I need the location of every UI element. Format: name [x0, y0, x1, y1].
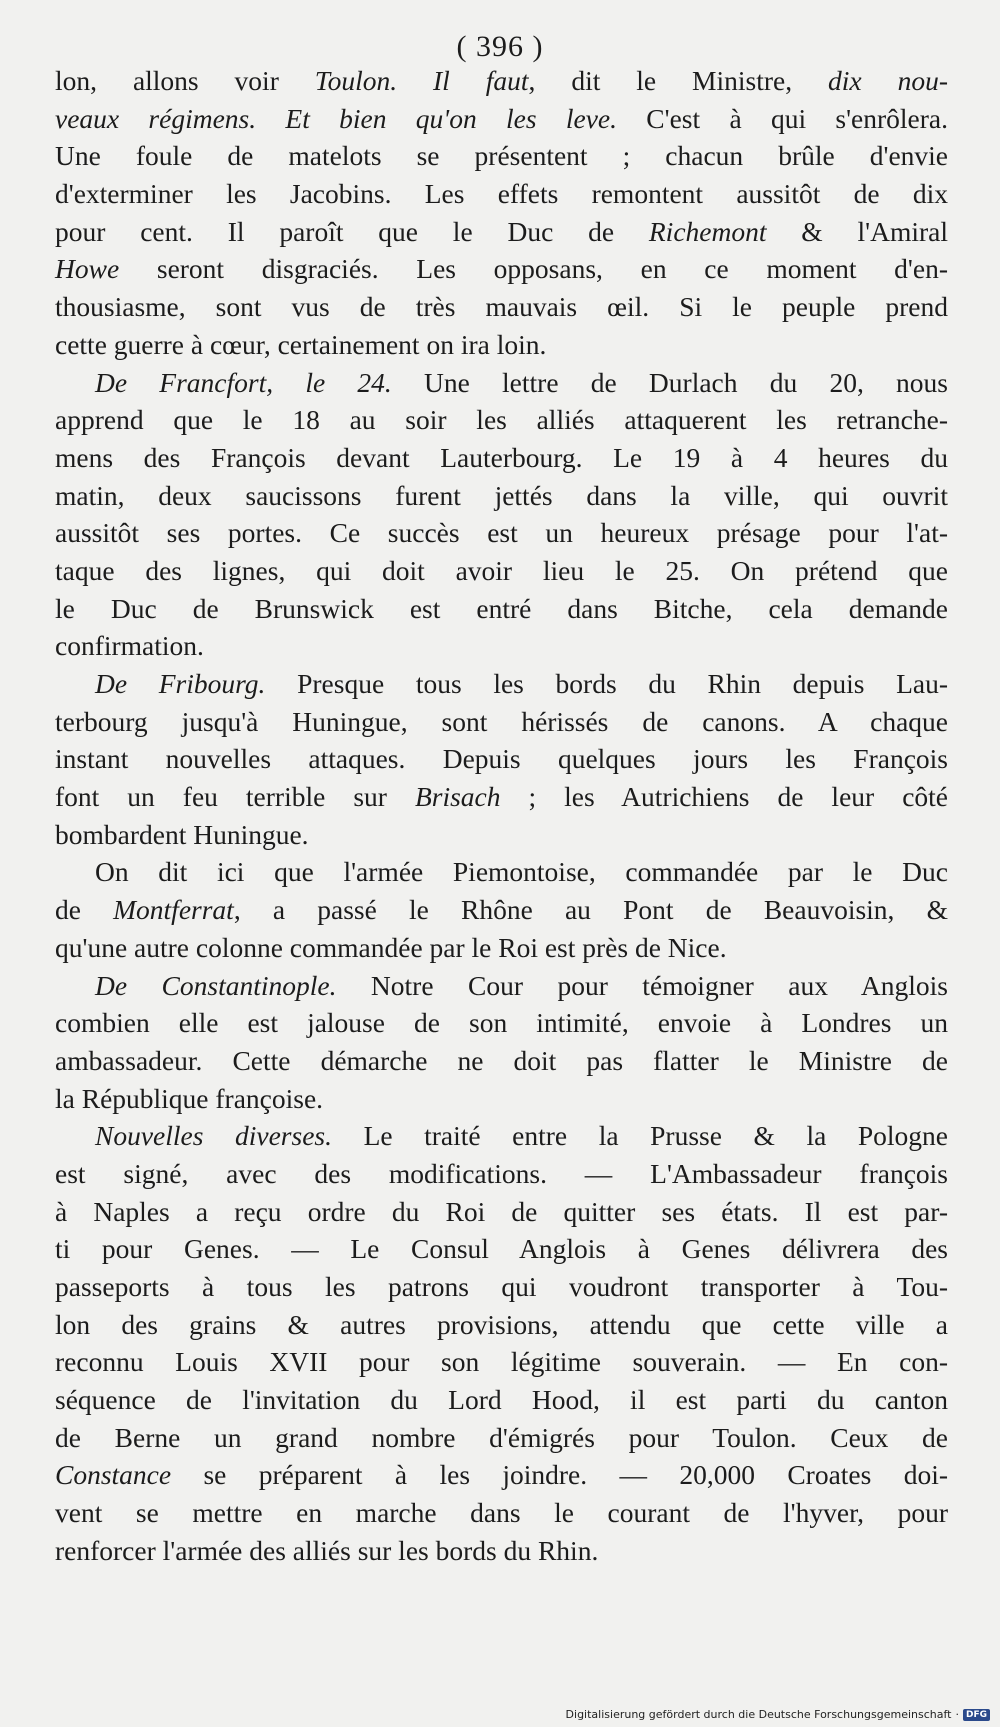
italic-text: Howe	[55, 253, 120, 285]
text-line	[55, 213, 948, 251]
text-line	[55, 853, 948, 891]
italic-text: Richemont	[648, 215, 767, 247]
text-line	[55, 929, 948, 967]
footer-credit: Digitalisierung gefördert durch die Deutsche Forschungsgemeinschaft	[565, 1708, 952, 1721]
text-line	[55, 1419, 948, 1457]
text-line	[55, 590, 948, 628]
text-run: ; les Autrichiens de leur côté	[500, 781, 948, 813]
text-run: reconnu Louis XVII pour son légitime souverain. — En con-	[55, 1346, 948, 1378]
text-line	[55, 288, 948, 326]
text-run: ambassadeur. Cette démarche ne doit pas flatter le Ministre de	[55, 1044, 948, 1076]
text-line	[55, 740, 948, 778]
text-line	[55, 62, 948, 100]
italic-text: Nouvelles diverses.	[95, 1120, 332, 1152]
text-line	[55, 1532, 948, 1570]
text-line	[55, 439, 948, 477]
text-line	[55, 250, 948, 288]
text-run: de Berne un grand nombre d'émigrés pour Toulon. Ceux de	[55, 1421, 948, 1453]
italic-text: De Fribourg.	[95, 668, 266, 699]
text-line	[55, 1456, 948, 1494]
text-run: Une lettre de Durlach du 20, nous	[391, 366, 948, 398]
italic-text: Montferrat	[113, 894, 234, 926]
text-line	[55, 100, 948, 138]
text-run: aussitôt ses portes. Ce succès est un heureux présage pour l'at-	[55, 517, 948, 549]
text-run: mens des François devant Lauterbourg. Le 19 à 4 heures du	[55, 441, 948, 473]
text-line	[55, 1268, 948, 1306]
text-line	[55, 627, 948, 665]
text-run: vent se mettre en marche dans le courant de l'hyver, pour	[55, 1497, 948, 1529]
text-run: à Naples a reçu ordre du Roi de quitter ses états. Il est par-	[55, 1195, 948, 1227]
text-line	[55, 364, 948, 402]
text-line	[55, 1230, 948, 1268]
text-run: thousiasme, sont vus de très mauvais œil. Si le peuple prend	[55, 291, 948, 323]
footer: Digitalisierung gefördert durch die Deutsche Forschungsgemeinschaft · DFG	[566, 1708, 990, 1721]
italic-text: De Constantinople.	[95, 969, 337, 1001]
text-run: Une foule de matelots se présentent ; chacun brûle d'envie	[55, 140, 948, 172]
article-text	[55, 62, 948, 1570]
text-run: cette guerre à cœur, certainement on ira loin.	[55, 328, 547, 360]
text-line	[55, 477, 948, 515]
text-line	[55, 1004, 948, 1042]
italic-text: veaux régimens. Et bien qu'on les leve.	[55, 102, 617, 134]
text-line	[55, 778, 948, 816]
text-run: terbourg jusqu'à Huningue, sont hérissés de canons. A chaque	[55, 705, 948, 737]
text-line	[55, 665, 948, 703]
text-line	[55, 1117, 948, 1155]
text-line	[55, 552, 948, 590]
text-run: Notre Cour pour témoigner aux Anglois	[336, 969, 948, 1001]
text-line	[55, 1306, 948, 1344]
text-run: passeports à tous les patrons qui voudront transporter à Tou-	[55, 1271, 948, 1302]
text-run: lon, allons voir	[55, 65, 315, 96]
text-line	[55, 514, 948, 552]
text-line	[55, 137, 948, 175]
text-line	[55, 1343, 948, 1381]
text-run: & l'Amiral	[766, 215, 948, 247]
text-line	[55, 816, 948, 854]
text-line	[55, 401, 948, 439]
text-line	[55, 891, 948, 929]
text-run: est signé, avec des modifications. — L'Ambassadeur françois	[55, 1157, 948, 1189]
text-line	[55, 1381, 948, 1419]
text-run: Presque tous les bords du Rhin depuis Lau-	[265, 668, 949, 699]
text-run: lon des grains & autres provisions, attendu que cette ville a	[55, 1308, 948, 1340]
text-run: , dit le Ministre,	[528, 65, 829, 96]
text-run: de	[55, 894, 114, 926]
text-run: On dit ici que l'armée Piemontoise, commandée par le Duc	[95, 856, 948, 888]
text-line	[55, 703, 948, 741]
text-run: bombardent Huningue.	[55, 818, 309, 850]
text-run: , a passé le Rhône au Pont de Beauvoisin, &	[233, 894, 948, 926]
italic-text: De Francfort, le 24.	[95, 366, 392, 398]
text-run: Le traité entre la Prusse & la Pologne	[332, 1120, 948, 1152]
text-line	[55, 1155, 948, 1193]
text-run: la République françoise.	[55, 1082, 324, 1114]
text-line	[55, 326, 948, 364]
text-run: matin, deux saucissons furent jettés dans la ville, qui ouvrit	[55, 479, 948, 511]
text-run: qu'une autre colonne commandée par le Roi est près de Nice.	[55, 931, 727, 963]
text-run: pour cent. Il paroît que le Duc de	[55, 215, 649, 247]
text-run: renforcer l'armée des alliés sur les bords du Rhin.	[55, 1534, 599, 1566]
text-run: combien elle est jalouse de son intimité, envoie à Londres un	[55, 1007, 948, 1039]
page-number: ( 396 )	[456, 30, 544, 63]
text-line	[55, 1494, 948, 1532]
text-run: seront disgraciés. Les opposans, en ce moment d'en-	[119, 253, 948, 285]
text-run: le Duc de Brunswick est entré dans Bitche, cela demande	[55, 592, 948, 624]
text-line	[55, 1042, 948, 1080]
text-run: se préparent à les joindre. — 20,000 Croates doi-	[171, 1459, 948, 1491]
italic-text: dix nou-	[828, 65, 948, 96]
text-line	[55, 1193, 948, 1231]
text-run: confirmation.	[55, 630, 204, 662]
text-run: apprend que le 18 au soir les alliés attaquerent les retranche-	[55, 404, 948, 436]
text-run: séquence de l'invitation du Lord Hood, il est parti du canton	[55, 1384, 948, 1416]
italic-text: Constance	[55, 1459, 172, 1491]
text-run: font un feu terrible sur	[55, 781, 415, 813]
text-line	[55, 175, 948, 213]
text-line	[55, 1080, 948, 1118]
italic-text: Brisach	[414, 781, 501, 813]
text-run: C'est à qui s'enrôlera.	[616, 102, 948, 134]
dfg-logo: DFG	[963, 1709, 990, 1721]
italic-text: Toulon. Il faut	[314, 65, 529, 96]
text-line	[55, 967, 948, 1005]
text-run: ti pour Genes. — Le Consul Anglois à Genes délivrera des	[55, 1233, 948, 1265]
text-run: d'exterminer les Jacobins. Les effets remontent aussitôt de dix	[55, 178, 948, 210]
text-run: taque des lignes, qui doit avoir lieu le 25. On prétend que	[55, 554, 948, 586]
text-run: instant nouvelles attaques. Depuis quelques jours les François	[55, 743, 948, 775]
